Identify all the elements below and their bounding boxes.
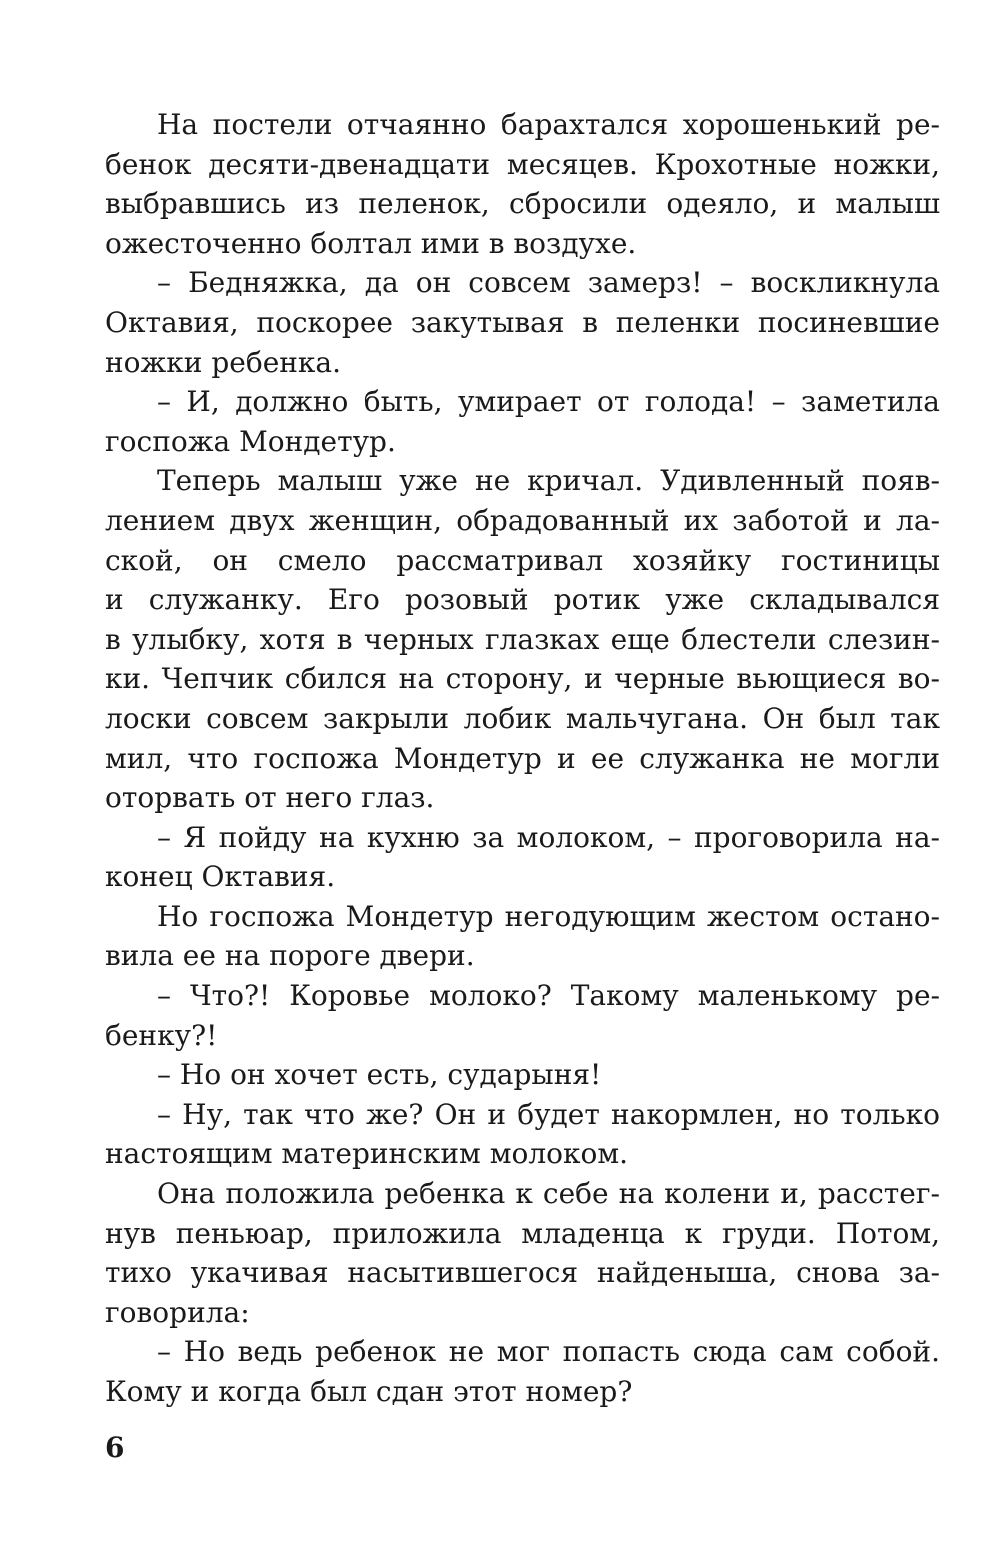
text-line: ской, он смело рассматривал хозяйку гостиницы bbox=[105, 543, 940, 577]
text-line: госпожа Мондетур. bbox=[105, 424, 396, 458]
text-line: Теперь малыш уже не кричал. Удивленный появ- bbox=[157, 464, 940, 498]
text-line: ожесточенно болтал ими в воздухе. bbox=[105, 226, 637, 260]
text-line: говорила: bbox=[105, 1295, 250, 1329]
text-line: и служанку. Его розовый ротик уже складывался bbox=[105, 583, 940, 617]
text-line: – Но он хочет есть, сударыня! bbox=[157, 1058, 602, 1092]
text-line: мил, что госпожа Мондетур и ее служанка не могли bbox=[105, 741, 940, 775]
text-line: лоски совсем закрыли лобик мальчугана. Он был так bbox=[105, 701, 940, 735]
text-line: Но госпожа Мондетур негодующим жестом остано- bbox=[157, 899, 940, 933]
text-line: тихо укачивая насытившегося найденыша, снова за- bbox=[105, 1256, 940, 1290]
text-line: Кому и когда был сдан этот номер? bbox=[105, 1375, 633, 1408]
text-line: оторвать от него глаз. bbox=[105, 781, 435, 815]
text-line: Октавия, поскорее закутывая в пеленки посиневшие bbox=[105, 305, 940, 339]
text-line: – Что?! Коровье молоко? Такому маленькому ре- bbox=[157, 979, 940, 1013]
text-line: ножки ребенка. bbox=[105, 345, 342, 379]
text-line: выбравшись из пеленок, сбросили одеяло, и малыш bbox=[105, 187, 940, 221]
text-line: – И, должно быть, умирает от голода! – заметила bbox=[157, 385, 940, 419]
text-line: – Ну, так что же? Он и будет накормлен, но только bbox=[157, 1097, 940, 1131]
text-line: ки. Чепчик сбился на сторону, и черные вьющиеся во- bbox=[105, 662, 940, 696]
text-line: – Но ведь ребенок не мог попасть сюда сам собой. bbox=[157, 1335, 940, 1369]
text-line: вила ее на пороге двери. bbox=[105, 939, 475, 973]
text-line: – Я пойду на кухню за молоком, – проговорила на- bbox=[157, 820, 940, 854]
page-number: 6 bbox=[105, 1431, 125, 1464]
text-line: настоящим материнским молоком. bbox=[105, 1137, 629, 1171]
body-text bbox=[105, 105, 940, 1412]
text-line: бенок десяти-двенадцати месяцев. Крохотные ножки, bbox=[105, 147, 940, 181]
text-line: нув пеньюар, приложила младенца к груди. Потом, bbox=[105, 1216, 940, 1250]
text-line: Она положила ребенка к себе на колени и, расстег- bbox=[157, 1177, 940, 1211]
text-line: лением двух женщин, обрадованный их заботой и ла- bbox=[105, 503, 940, 537]
text-line: – Бедняжка, да он совсем замерз! – воскликнула bbox=[157, 266, 940, 300]
text-line: конец Октавия. bbox=[105, 860, 336, 894]
text-line: На постели отчаянно барахтался хорошенький ре- bbox=[157, 108, 940, 141]
text-line: бенку?! bbox=[105, 1018, 218, 1052]
text-line: в улыбку, хотя в черных глазках еще блестели слезин- bbox=[105, 622, 940, 656]
